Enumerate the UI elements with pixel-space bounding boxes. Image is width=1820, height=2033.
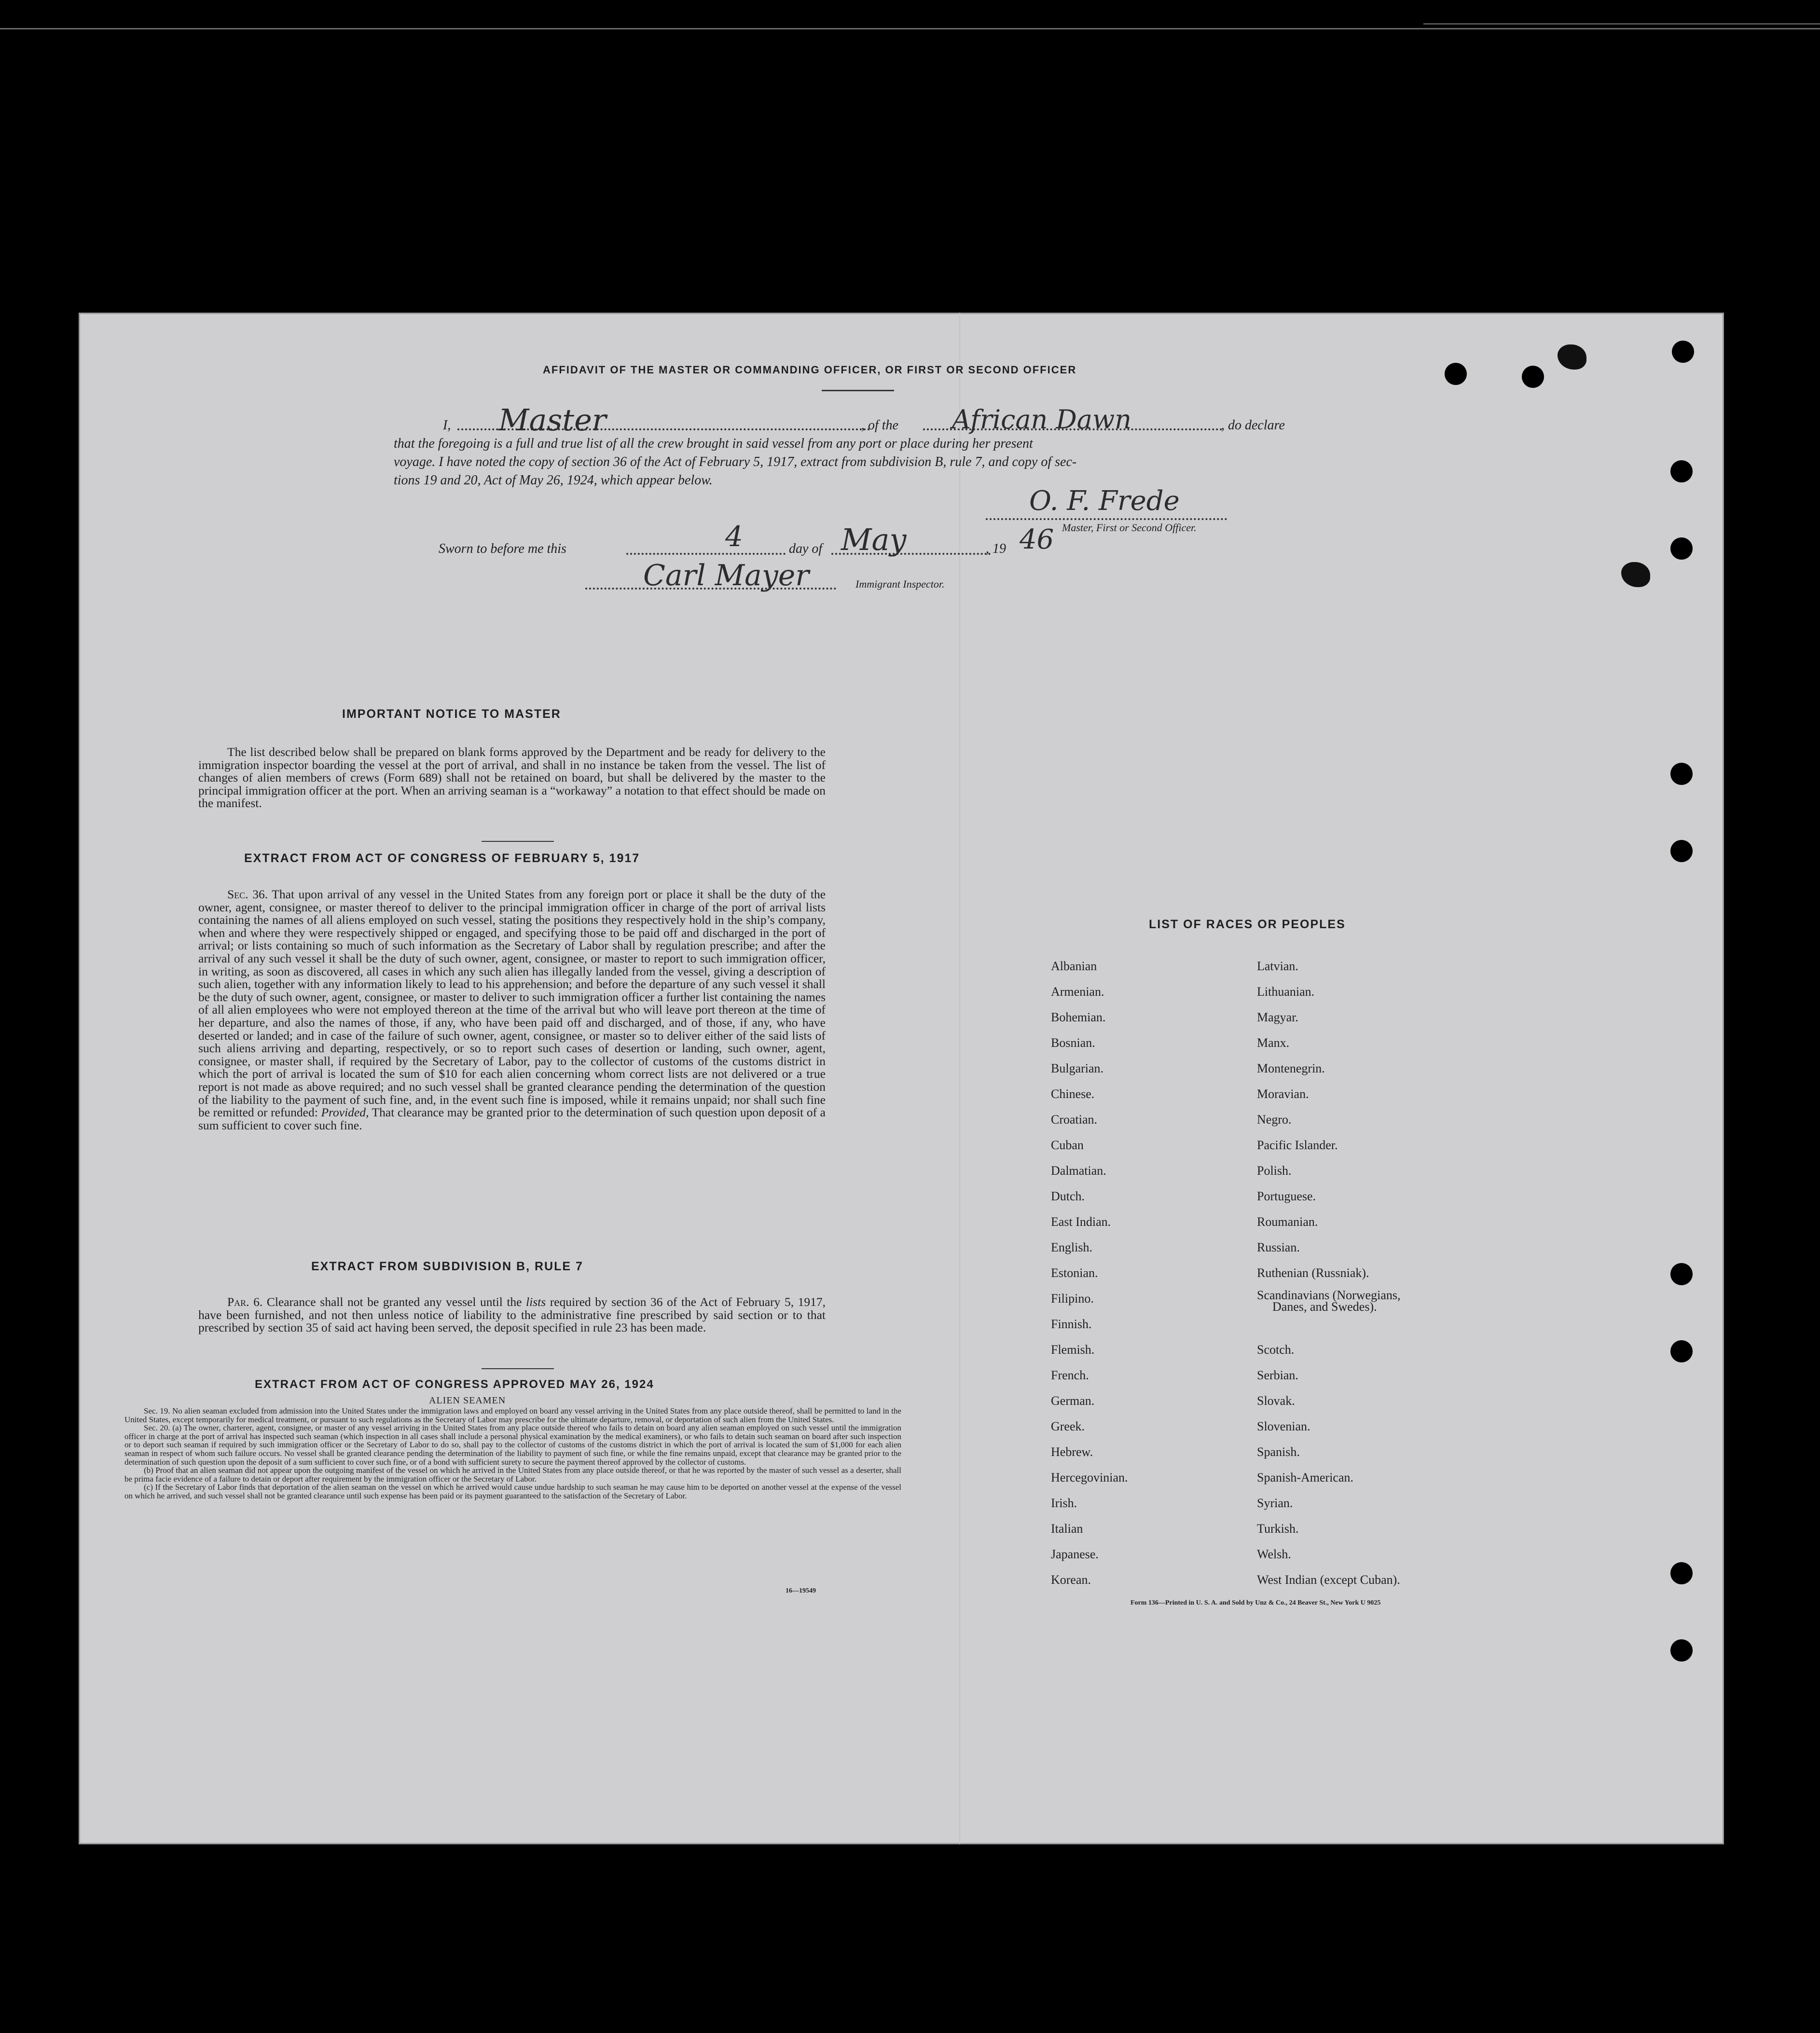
race-item: Polish. [1257, 1164, 1292, 1178]
race-item: Armenian. [1051, 985, 1104, 999]
page-fold [959, 313, 960, 1844]
race-item: Syrian. [1257, 1496, 1293, 1510]
section-number: Sec. 36. [227, 887, 268, 901]
race-item: Hebrew. [1051, 1445, 1093, 1459]
document-page [79, 313, 1724, 1844]
race-item: Scandinavians (Norwegians, [1257, 1288, 1401, 1302]
day-of-label: day of [789, 541, 823, 556]
races-title: LIST OF RACES OR PEOPLES [1149, 918, 1346, 931]
races-left-column [1051, 953, 1128, 1593]
year-prefix-label: , 19 [986, 541, 1006, 556]
punch-hole [1670, 840, 1693, 862]
race-item: Filipino. [1051, 1291, 1094, 1305]
form-footer: Form 136—Printed in U. S. A. and Sold by Unz & Co., 24 Beaver St., New York U 9025 [1131, 1599, 1381, 1607]
rule7-body-a: Clearance shall not be granted any vessel until the [266, 1295, 522, 1309]
punch-hole [1670, 537, 1693, 560]
race-item: French. [1051, 1368, 1089, 1382]
section-rule [482, 1368, 554, 1369]
handwritten-vessel: African Dawn [952, 404, 1131, 435]
race-item: Croatian. [1051, 1113, 1098, 1126]
notice-text: The list described below shall be prepared on blank forms approved by the Department and be ready for delivery to the immigration inspector boarding the vessel at the port of arrival, and shall in no instance be taken from the vessel. The list of changes of alien members of crews (Form 689) shall not be retained on board, but shall be delivered by the master to the principal immigration officer at the port. When an arriving seaman is a “workaway” a notation to that effect should be made on the manifest. [198, 745, 826, 810]
punch-hole [1670, 1562, 1693, 1584]
signature-blank [986, 518, 1227, 520]
sec19-text: Sec. 19. No alien seaman excluded from admission into the United States under the immigration laws and employed on board any vessel arriving in the United States from any place outside thereof, shall be permitted to land in the United States, except temporarily for medical treatment, or pursuant to such regulations as the Secretary of Labor may prescribe for the ultimate departure, removal, or deportation of such alien from the United States. [124, 1406, 901, 1424]
race-item: Portuguese. [1257, 1189, 1316, 1203]
inspector-blank [585, 588, 836, 590]
race-item: Turkish. [1257, 1522, 1299, 1536]
punch-hole [1522, 366, 1544, 388]
race-item: Roumanian. [1257, 1215, 1318, 1229]
race-item: Spanish. [1257, 1445, 1300, 1459]
inspector-label: Immigrant Inspector. [855, 578, 945, 590]
handwritten-day: 4 [725, 520, 743, 553]
notice-title: IMPORTANT NOTICE TO MASTER [342, 707, 561, 721]
extract-1917-text [198, 888, 826, 1132]
punch-hole [1670, 1340, 1693, 1362]
race-item: West Indian (except Cuban). [1257, 1573, 1400, 1587]
affidavit-title: AFFIDAVIT OF THE MASTER OR COMMANDING OFFICER, OR FIRST OR SECOND OFFICER [543, 364, 1077, 376]
race-item: Bohemian. [1051, 1010, 1106, 1024]
day-blank [626, 553, 786, 555]
sec20a-text: Sec. 20. (a) The owner, charterer, agent, consignee, or master of any vessel arriving in the United States from any place outside thereof who fails to detain on board any alien seaman employed on such vessel until the immigration officer in charge at the port of arrival has inspected such seaman (which inspection in all cases shall include a personal physical examination by the medical examiners), or who fails to detain such seaman on board after such inspection or to deport such seaman if required by such immigration officer or the Secretary of Labor to do so, shall pay to the collector of customs of the customs district in which the port of arrival is located the sum of $1,000 for each alien seaman in respect of whom such failure occurs. No vessel shall be granted clearance pending the determination of the liability to payment of such fine, or while the fine remains unpaid, except that clearance may be granted prior to the determination of such question upon the deposit of a sum sufficient to cover such fine, or of a bond with sufficient surety to secure the payment thereof approved by the collector of customs. [124, 1423, 901, 1467]
race-item: Greek. [1051, 1419, 1085, 1433]
race-item: Bulgarian. [1051, 1061, 1104, 1075]
handwritten-month: May [841, 522, 907, 557]
race-item: Korean. [1051, 1573, 1091, 1587]
race-item: Serbian. [1257, 1368, 1298, 1382]
race-item: Ruthenian (Russniak). [1257, 1266, 1369, 1280]
scan-edge-line [0, 28, 1820, 29]
inspector-signature: Carl Mayer [643, 559, 809, 592]
race-item: Albanian [1051, 959, 1097, 973]
affidavit-intro: I, [443, 418, 451, 433]
extract-1924-title: EXTRACT FROM ACT OF CONGRESS APPROVED MAY 26, 1924 [255, 1378, 654, 1391]
ink-blot [1558, 344, 1586, 370]
race-item: Magyar. [1257, 1010, 1298, 1024]
punch-hole [1670, 1639, 1693, 1662]
race-item: Finnish. [1051, 1317, 1092, 1331]
race-item: Negro. [1257, 1113, 1292, 1126]
race-item: Estonian. [1051, 1266, 1098, 1280]
rule7-body-b: required by section 36 of the Act of February 5, 1917, have been furnished, and not then unless notice of liability to the administrative fine prescribed by said section or to that prescribed by section 35 of said act having been served, the deposit specified in rule 23 has been made. [198, 1295, 826, 1335]
race-item: English. [1051, 1240, 1092, 1254]
punch-hole [1670, 1263, 1693, 1285]
affidavit-line-4: tions 19 and 20, Act of May 26, 1924, which appear below. [394, 473, 713, 488]
provided-word: Provided, [321, 1105, 369, 1120]
punch-hole [1670, 460, 1693, 482]
race-item: Scotch. [1257, 1343, 1295, 1357]
scan-edge-line [1423, 23, 1820, 25]
race-item: Montenegrin. [1257, 1061, 1325, 1075]
section-body: That upon arrival of any vessel in the United States from any foreign port or place it shall be the duty of the owner, agent, consignee, or master thereof to deliver to the principal immigration officer in charge of the port of arrival lists containing the names of all aliens employed on such vessel, stating the positions they respectively hold in the ship’s company, when and where they were respectively shipped or engaged, and specifying those to be paid off and discharged in the port of arrival; or lists containing so much of such information as the Secretary of Labor shall by regulation prescribe; and after the arrival of any such vessel it shall be the duty of such owner, agent, consignee, or master to report to such immigration officer, in writing, as soon as discovered, all cases in which any such alien has illegally landed from the vessel, giving a description of such alien, together with any information likely to lead to his apprehension; and before the departure of any such vessel it shall be the duty of such owner, agent, consignee, or master to deliver to such immigration officer a further list containing the names of all alien employees who were not employed thereon at the time of the arrival but who will leave port thereon at the time of her departure, and also the names of those, if any, who have been paid off and discharged, and of those, if any, who have deserted or landed; and in case of the failure of such owner, agent, consignee, or master so to deliver either of the said lists of such aliens arriving and departing, respectively, or so to report such cases of desertion or landing, such owner, agent, consignee, or master shall, if required by the Secretary of Labor, pay to the collector of customs of the customs district in which the port of arrival is located the sum of $10 for each alien concerning whom correct lists are not delivered or a true report is not made as above required; and no such vessel shall be granted clearance pending the determination of the question of the liability to the payment of such fine, and, in the event such fine is imposed, while it remains unpaid; nor shall such fine be remitted or refunded: [198, 887, 826, 1120]
alien-seamen-subtitle: ALIEN SEAMEN [429, 1395, 506, 1406]
race-item: Dutch. [1051, 1189, 1085, 1203]
race-item: Latvian. [1257, 959, 1298, 973]
race-item: Slovak. [1257, 1394, 1295, 1408]
race-item: Manx. [1257, 1036, 1290, 1050]
sworn-label: Sworn to before me this [439, 541, 566, 556]
title-rule [822, 390, 894, 391]
race-item: Russian. [1257, 1240, 1300, 1254]
form-code: 16—19549 [786, 1587, 816, 1594]
race-item: Danes, and Swedes). [1272, 1300, 1377, 1314]
race-item: Lithuanian. [1257, 985, 1315, 999]
affidavit-line-2: that the foregoing is a full and true list of all the crew brought in said vessel from any port or place during her present [394, 436, 1033, 451]
sec20b-text: (b) Proof that an alien seaman did not appear upon the outgoing manifest of the vessel on which he arrived in the United States from any place outside thereof, or that he was reported by the master of such vessel as a deserter, shall be prima facie evidence of a failure to detain or deport after requirement by the immigration officer or the Secretary of Labor. [124, 1466, 901, 1484]
race-item: Spanish-American. [1257, 1470, 1354, 1484]
race-item: Hercegovinian. [1051, 1470, 1128, 1484]
rule7-text [198, 1296, 826, 1334]
extract-1917-title: EXTRACT FROM ACT OF CONGRESS OF FEBRUARY 5, 1917 [244, 852, 640, 865]
race-item: Cuban [1051, 1138, 1084, 1152]
paragraph-number: Par. 6. [227, 1295, 263, 1309]
punch-hole [1445, 363, 1467, 385]
race-item: Italian [1051, 1522, 1083, 1536]
race-item: Bosnian. [1051, 1036, 1095, 1050]
race-item: Irish. [1051, 1496, 1077, 1510]
race-item: Slovenian. [1257, 1419, 1310, 1433]
race-item: Japanese. [1051, 1547, 1099, 1561]
extract-1924-text [124, 1407, 901, 1500]
races-right-column [1257, 953, 1400, 1593]
do-declare-label: , do declare [1221, 418, 1285, 433]
race-item: German. [1051, 1394, 1095, 1408]
signature-label: Master, First or Second Officer. [1062, 522, 1197, 534]
ink-blot [1621, 562, 1650, 587]
race-item: Flemish. [1051, 1343, 1095, 1357]
sec20c-text: (c) If the Secretary of Labor finds that deportation of the alien seaman on the vessel on which he arrived would cause undue hardship to such seaman he may cause him to be deported on another vessel at the expense of the vessel on which he arrived, and such vessel shall not be granted clearance until such expense has been paid or its payment guaranteed to the satisfaction of the Secretary of Labor. [124, 1483, 901, 1500]
rule7-title: EXTRACT FROM SUBDIVISION B, RULE 7 [311, 1260, 583, 1273]
race-item: East Indian. [1051, 1215, 1111, 1229]
race-item: Moravian. [1257, 1087, 1309, 1101]
section-rule [482, 841, 554, 842]
section-body-end: That clearance may be granted prior to the determination of such question upon deposit of a sum sufficient to cover such fine. [198, 1105, 826, 1132]
punch-hole [1672, 341, 1694, 363]
master-signature: O. F. Frede [1029, 485, 1180, 517]
lists-word: lists [526, 1295, 546, 1309]
race-item: Dalmatian. [1051, 1164, 1106, 1178]
race-item: Pacific Islander. [1257, 1138, 1338, 1152]
punch-hole [1670, 763, 1693, 785]
race-item: Welsh. [1257, 1547, 1291, 1561]
of-the-label: , of the [861, 418, 898, 433]
race-item: Chinese. [1051, 1087, 1095, 1101]
affidavit-line-3: voyage. I have noted the copy of section 36 of the Act of February 5, 1917, extract from subdivision B, rule 7, and copy of sec- [394, 454, 1077, 469]
handwritten-name: Master [498, 402, 607, 438]
handwritten-year: 46 [1020, 524, 1054, 555]
